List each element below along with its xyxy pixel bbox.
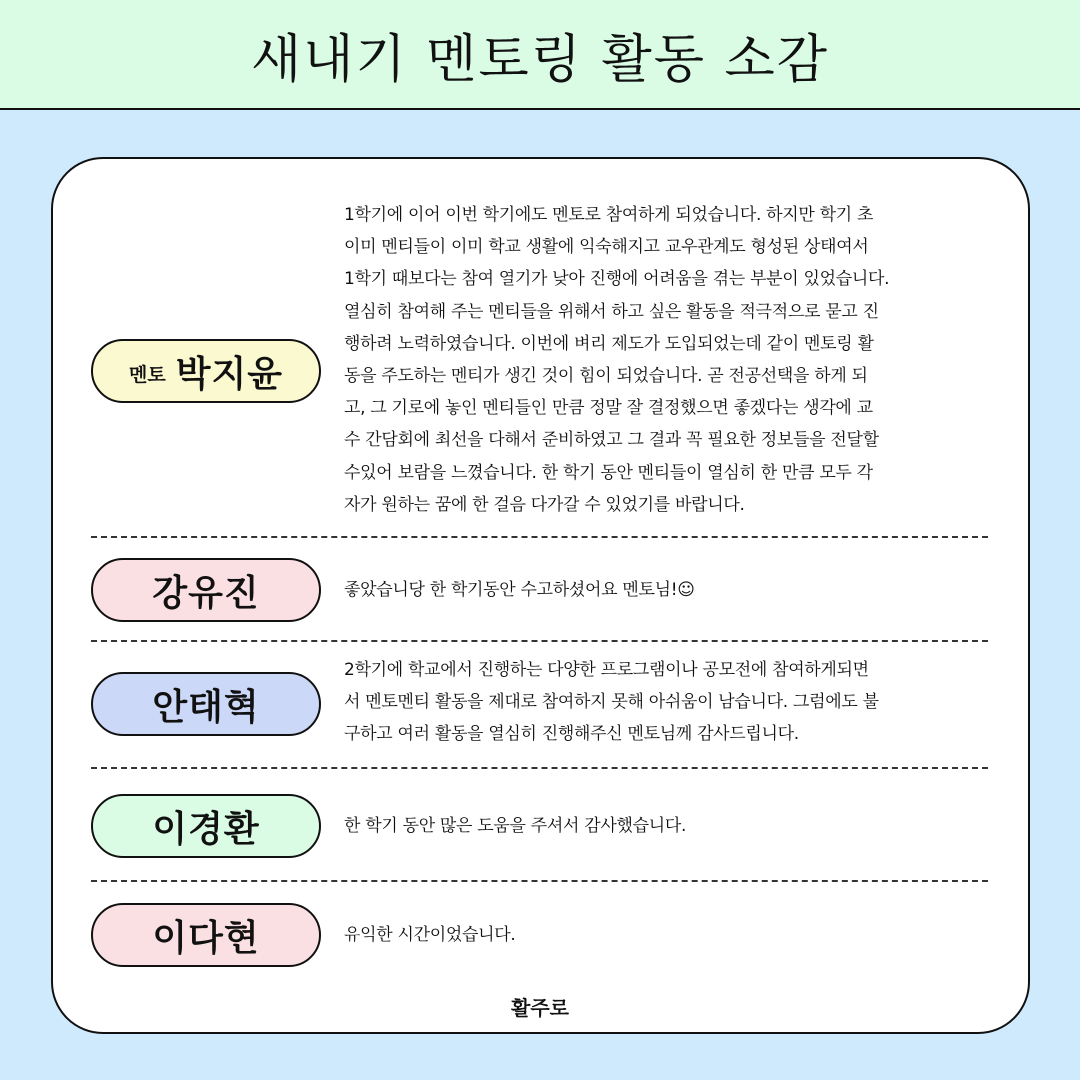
dashed-divider (91, 880, 988, 882)
person-name: 박지윤 (175, 353, 284, 395)
review-text-mentee (344, 810, 996, 842)
name-badge-mentee (91, 672, 321, 736)
review-line: 열심히 참여해 주는 멘티들을 위해서 하고 싶은 활동을 적극적으로 묻고 진 (344, 301, 879, 322)
review-line: 자가 원하는 꿈에 한 걸음 다가갈 수 있었기를 바랍니다. (344, 494, 745, 515)
name-badge-mentee (91, 558, 321, 622)
review-text-mentee (344, 574, 996, 606)
review-line: 1학기 때보다는 참여 열기가 낮아 진행에 어려움을 겪는 부분이 있었습니다. (344, 269, 890, 290)
person-name: 안태혁 (152, 686, 260, 728)
review-line: 서 멘토멘티 활동을 제대로 참여하지 못해 아쉬움이 남습니다. 그럼에도 불 (344, 692, 879, 713)
review-line: 유익한 시간이었습니다. (344, 925, 516, 945)
person-name: 이다현 (152, 917, 260, 959)
review-text-mentee (344, 654, 996, 751)
review-text-mentee (344, 919, 996, 951)
role-label: 멘토 (128, 363, 166, 386)
review-line: 1학기에 이어 이번 학기에도 멘토로 참여하게 되었습니다. 하지만 학기 초 (344, 205, 874, 225)
review-line: 한 학기 동안 많은 도움을 주셔서 감사했습니다. (344, 816, 687, 836)
review-line: 동을 주도하는 멘티가 생긴 것이 힘이 되었습니다. 곧 전공선택을 하게 되 (344, 366, 868, 387)
review-line: 행하려 노력하였습니다. 이번에 벼리 제도가 도입되었는데 같이 멘토링 활 (344, 333, 874, 354)
name-badge-mentee (91, 794, 321, 858)
review-text-mentor (344, 199, 996, 521)
person-name: 강유진 (152, 572, 260, 614)
review-line: 2학기에 학교에서 진행하는 다양한 프로그램이나 공모전에 참여하게되면 (344, 660, 869, 680)
page-title: 새내기 멘토링 활동 소감 (251, 29, 829, 90)
dashed-divider (91, 536, 988, 538)
footer-label: 활주로 (511, 996, 569, 1020)
review-line: 수있어 보람을 느꼈습니다. 한 학기 동안 멘티들이 열심히 한 만큼 모두 각 (344, 462, 873, 483)
review-line: 이미 멘티들이 이미 학교 생활에 익숙해지고 교우관계도 형성된 상태여서 (344, 237, 869, 258)
review-line: 수 간담회에 최선을 다해서 준비하였고 그 결과 꼭 필요한 정보들을 전달할 (344, 430, 879, 451)
dashed-divider (91, 767, 988, 769)
review-line: 좋았습니당 한 학기동안 수고하셨어요 멘토님!☺ (344, 580, 695, 600)
person-name: 이경환 (152, 808, 260, 850)
dashed-divider (91, 640, 988, 642)
review-line: 고, 그 기로에 놓인 멘티들인 만큼 정말 잘 결정했으면 좋겠다는 생각에 교 (344, 398, 873, 419)
header-banner (0, 0, 1080, 110)
review-line: 구하고 여러 활동을 열심히 진행해주신 멘토님께 감사드립니다. (344, 724, 799, 745)
name-badge-mentor (91, 339, 321, 403)
name-badge-mentee (91, 903, 321, 967)
